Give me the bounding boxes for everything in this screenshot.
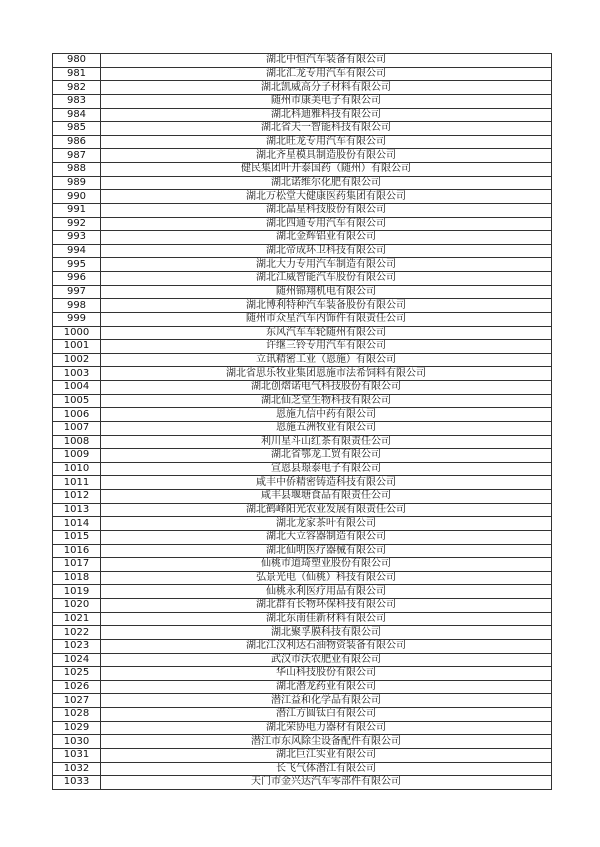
company-name-cell: 湖北省思乐牧业集团恩施市法希饲料有限公司	[101, 367, 552, 381]
company-name-cell: 湖北创熠诺电气科技股份有限公司	[101, 381, 552, 395]
company-name-cell: 随州市康美电子有限公司	[101, 94, 552, 108]
table-row	[53, 680, 552, 694]
company-name-cell: 湖北帝成环卫科技有限公司	[101, 244, 552, 258]
row-number-cell: 1000	[53, 326, 101, 340]
row-number-cell: 989	[53, 176, 101, 190]
company-name-cell: 许继三铃专用汽车有限公司	[101, 340, 552, 354]
table-row	[53, 163, 552, 177]
table-row	[53, 626, 552, 640]
row-number-cell: 996	[53, 272, 101, 286]
row-number-cell: 1009	[53, 449, 101, 463]
company-name-cell: 湖北凯威高分子材料有限公司	[101, 81, 552, 95]
row-number-cell: 983	[53, 94, 101, 108]
row-number-cell: 1012	[53, 490, 101, 504]
table-row	[53, 585, 552, 599]
table-row	[53, 149, 552, 163]
row-number-cell: 1033	[53, 776, 101, 790]
company-name-cell: 湖北诺维尔化肥有限公司	[101, 176, 552, 190]
row-number-cell: 990	[53, 190, 101, 204]
company-name-cell: 潜江益和化学品有限公司	[101, 694, 552, 708]
table-row	[53, 435, 552, 449]
table-row	[53, 394, 552, 408]
company-name-cell: 湖北龙家茶叶有限公司	[101, 517, 552, 531]
table-row	[53, 462, 552, 476]
row-number-cell: 1019	[53, 585, 101, 599]
row-number-cell: 1023	[53, 639, 101, 653]
table-row	[53, 312, 552, 326]
company-name-cell: 弘景光电（仙桃）科技有限公司	[101, 571, 552, 585]
company-name-cell: 长飞气体潜江有限公司	[101, 762, 552, 776]
row-number-cell: 1016	[53, 544, 101, 558]
company-name-cell: 恩施五洲牧业有限公司	[101, 421, 552, 435]
table-row	[53, 94, 552, 108]
row-number-cell: 997	[53, 285, 101, 299]
row-number-cell: 1029	[53, 721, 101, 735]
company-name-cell: 华山科技股份有限公司	[101, 667, 552, 681]
table-row	[53, 285, 552, 299]
row-number-cell: 1027	[53, 694, 101, 708]
company-name-cell: 随州锦翔机电有限公司	[101, 285, 552, 299]
company-name-cell: 湖北潜龙药业有限公司	[101, 680, 552, 694]
table-row	[53, 653, 552, 667]
row-number-cell: 1028	[53, 708, 101, 722]
company-name-cell: 湖北汇龙专用汽车有限公司	[101, 67, 552, 81]
table-row	[53, 517, 552, 531]
company-name-cell: 仙桃市道琦塑业股份有限公司	[101, 558, 552, 572]
table-row	[53, 217, 552, 231]
row-number-cell: 1001	[53, 340, 101, 354]
company-name-cell: 仙桃永利医疗用品有限公司	[101, 585, 552, 599]
company-name-cell: 湖北巨江实业有限公司	[101, 748, 552, 762]
table-row	[53, 326, 552, 340]
table-row	[53, 503, 552, 517]
table-row	[53, 476, 552, 490]
table-row	[53, 490, 552, 504]
row-number-cell: 1011	[53, 476, 101, 490]
company-name-cell: 湖北四通专用汽车有限公司	[101, 217, 552, 231]
company-name-cell: 天门市金兴达汽车零部件有限公司	[101, 776, 552, 790]
table-row	[53, 599, 552, 613]
company-name-cell: 湖北省鄂龙工贸有限公司	[101, 449, 552, 463]
row-number-cell: 1018	[53, 571, 101, 585]
table-row	[53, 122, 552, 136]
company-name-cell: 湖北大力专用汽车制造有限公司	[101, 258, 552, 272]
company-list-table	[52, 53, 552, 790]
table-row	[53, 558, 552, 572]
table-row	[53, 762, 552, 776]
table-row	[53, 408, 552, 422]
company-name-cell: 咸丰县堰塘食品有限责任公司	[101, 490, 552, 504]
row-number-cell: 1002	[53, 353, 101, 367]
company-name-cell: 湖北万松堂大健康医药集团有限公司	[101, 190, 552, 204]
row-number-cell: 981	[53, 67, 101, 81]
company-name-cell: 恩施九信中药有限公司	[101, 408, 552, 422]
table-row	[53, 367, 552, 381]
company-name-cell: 武汉市沃农肥业有限公司	[101, 653, 552, 667]
company-name-cell: 湖北晶星科技股份有限公司	[101, 203, 552, 217]
row-number-cell: 999	[53, 312, 101, 326]
company-name-cell: 湖北江威智能汽车股份有限公司	[101, 272, 552, 286]
row-number-cell: 1021	[53, 612, 101, 626]
row-number-cell: 1020	[53, 599, 101, 613]
company-name-cell: 湖北省天一智能科技有限公司	[101, 122, 552, 136]
row-number-cell: 993	[53, 231, 101, 245]
row-number-cell: 984	[53, 108, 101, 122]
table-row	[53, 530, 552, 544]
row-number-cell: 1015	[53, 530, 101, 544]
company-name-cell: 东风汽车车轮随州有限公司	[101, 326, 552, 340]
table-row	[53, 54, 552, 68]
table-row	[53, 612, 552, 626]
table-row	[53, 776, 552, 790]
row-number-cell: 1024	[53, 653, 101, 667]
company-name-cell: 湖北仙芝堂生物科技有限公司	[101, 394, 552, 408]
table-body	[53, 54, 552, 790]
row-number-cell: 992	[53, 217, 101, 231]
company-name-cell: 湖北中恒汽车装备有限公司	[101, 54, 552, 68]
table-row	[53, 135, 552, 149]
table-row	[53, 449, 552, 463]
row-number-cell: 1005	[53, 394, 101, 408]
table-row	[53, 721, 552, 735]
table-row	[53, 421, 552, 435]
row-number-cell: 995	[53, 258, 101, 272]
company-name-cell: 利川星斗山红茶有限责任公司	[101, 435, 552, 449]
company-name-cell: 湖北江汉利达石油物资装备有限公司	[101, 639, 552, 653]
row-number-cell: 994	[53, 244, 101, 258]
table-row	[53, 544, 552, 558]
row-number-cell: 991	[53, 203, 101, 217]
row-number-cell: 998	[53, 299, 101, 313]
table-row	[53, 244, 552, 258]
table-row	[53, 81, 552, 95]
table-row	[53, 708, 552, 722]
company-name-cell: 湖北科迪雅科技有限公司	[101, 108, 552, 122]
row-number-cell: 1007	[53, 421, 101, 435]
table-row	[53, 353, 552, 367]
table-row	[53, 176, 552, 190]
table-row	[53, 108, 552, 122]
row-number-cell: 1003	[53, 367, 101, 381]
row-number-cell: 1004	[53, 381, 101, 395]
row-number-cell: 1010	[53, 462, 101, 476]
row-number-cell: 987	[53, 149, 101, 163]
company-name-cell: 湖北仙明医疗器械有限公司	[101, 544, 552, 558]
table-row	[53, 735, 552, 749]
row-number-cell: 982	[53, 81, 101, 95]
company-name-cell: 湖北鹤峰阳光农业发展有限责任公司	[101, 503, 552, 517]
table-row	[53, 258, 552, 272]
company-name-cell: 宣恩县璟泰电子有限公司	[101, 462, 552, 476]
table-row	[53, 340, 552, 354]
table-row	[53, 272, 552, 286]
row-number-cell: 988	[53, 163, 101, 177]
row-number-cell: 1006	[53, 408, 101, 422]
row-number-cell: 1026	[53, 680, 101, 694]
table-row	[53, 203, 552, 217]
table-row	[53, 694, 552, 708]
table-row	[53, 667, 552, 681]
table-row	[53, 231, 552, 245]
row-number-cell: 1030	[53, 735, 101, 749]
company-name-cell: 湖北金辉铝业有限公司	[101, 231, 552, 245]
row-number-cell: 1025	[53, 667, 101, 681]
company-name-cell: 湖北群有长物环保科技有限公司	[101, 599, 552, 613]
row-number-cell: 1032	[53, 762, 101, 776]
row-number-cell: 1017	[53, 558, 101, 572]
company-name-cell: 湖北大立容器制造有限公司	[101, 530, 552, 544]
company-name-cell: 健民集团叶开泰国药（随州）有限公司	[101, 163, 552, 177]
row-number-cell: 1008	[53, 435, 101, 449]
row-number-cell: 1014	[53, 517, 101, 531]
table-row	[53, 381, 552, 395]
row-number-cell: 980	[53, 54, 101, 68]
table-row	[53, 571, 552, 585]
table-row	[53, 299, 552, 313]
table-row	[53, 639, 552, 653]
row-number-cell: 986	[53, 135, 101, 149]
company-name-cell: 立讯精密工业（恩施）有限公司	[101, 353, 552, 367]
company-name-cell: 潜江市东风除尘设备配件有限公司	[101, 735, 552, 749]
company-name-cell: 湖北东南佳新材料有限公司	[101, 612, 552, 626]
row-number-cell: 985	[53, 122, 101, 136]
table-row	[53, 67, 552, 81]
company-name-cell: 湖北聚孚膜科技有限公司	[101, 626, 552, 640]
company-name-cell: 潜江方圆钛白有限公司	[101, 708, 552, 722]
company-name-cell: 湖北齐星模具制造股份有限公司	[101, 149, 552, 163]
row-number-cell: 1013	[53, 503, 101, 517]
row-number-cell: 1022	[53, 626, 101, 640]
company-name-cell: 湖北旺龙专用汽车有限公司	[101, 135, 552, 149]
company-name-cell: 随州市众星汽车内饰件有限责任公司	[101, 312, 552, 326]
company-name-cell: 湖北博利特种汽车装备股份有限公司	[101, 299, 552, 313]
company-name-cell: 咸丰中侨精密铸造科技有限公司	[101, 476, 552, 490]
table-row	[53, 190, 552, 204]
company-name-cell: 湖北荣协电力器材有限公司	[101, 721, 552, 735]
table-row	[53, 748, 552, 762]
row-number-cell: 1031	[53, 748, 101, 762]
